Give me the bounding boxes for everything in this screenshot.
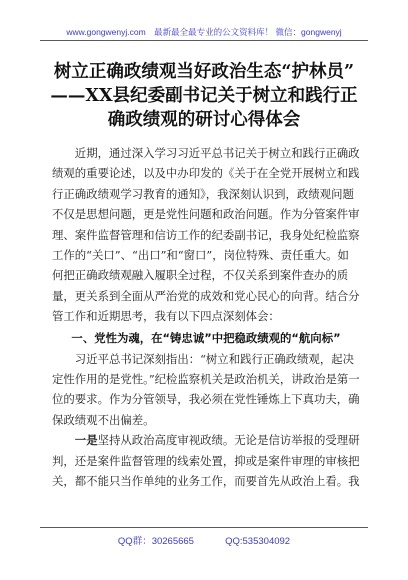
title-line-3: 确政绩观的研讨心得体会 [107, 110, 301, 130]
document-title [40, 60, 368, 132]
footer-divider [40, 527, 368, 528]
section-1-paragraph: 习近平总书记深刻指出：“树立和践行正确政绩观，起决定性作用的是党性。”纪检监察机关是政治机关，讲政治是第一位的要求。作为分管领导，我必须在党性锤炼上下真功夫，确保政绩观不出偏差。 [52, 351, 360, 427]
point-text: 坚持从政治高度审视政绩。无论是信访举报的受理研判，还是案件监督管理的线索处置，抑或是案件审理的审核把关，都不能只当作单纯的业务工作，而要首先从政治上看。我 [52, 433, 360, 489]
title-line-1: 树立正确政绩观当好政治生态“护林员” [53, 62, 355, 82]
footer-text: QQ群：30265665 QQ:535304092 [117, 536, 291, 547]
point-lead: 一是 [74, 433, 98, 448]
page-header [40, 26, 368, 38]
header-text: www.gongwenyj.com 最新最全最专业的公文资料库！ 微信：gongwenyj [66, 27, 342, 37]
section-1-point-1 [52, 430, 360, 491]
title-line-2: ——XX县纪委副书记关于树立和践行正 [50, 86, 358, 106]
section-heading-1: 一、党性为魂，在“铸忠诚”中把稳政绩观的“航向标” [71, 330, 341, 345]
document-body [52, 143, 360, 492]
page-footer [40, 533, 368, 547]
intro-paragraph: 近期，通过深入学习习近平总书记关于树立和践行正确政绩观的重要论述，以及中办印发的《关于在全党开展树立和践行正确政绩观学习教育的通知》，我深刻认识到，政绩观问题不仅是思想问题，更是党性问题和政治问题。作为分管案件审理、案件监督管理和信访工作的纪委副书记，我身处纪检监察工作的“关口”、“出口”和“窗口”，岗位特殊、责任重大。如何把正确政绩观融入履职全过程，不仅关系到案件查办的质量，更关系到全面从严治党的成效和党心民心的向背。结合分管工作和近期思考，我有以下四点深刻体会： [52, 146, 360, 324]
header-divider [40, 40, 368, 41]
